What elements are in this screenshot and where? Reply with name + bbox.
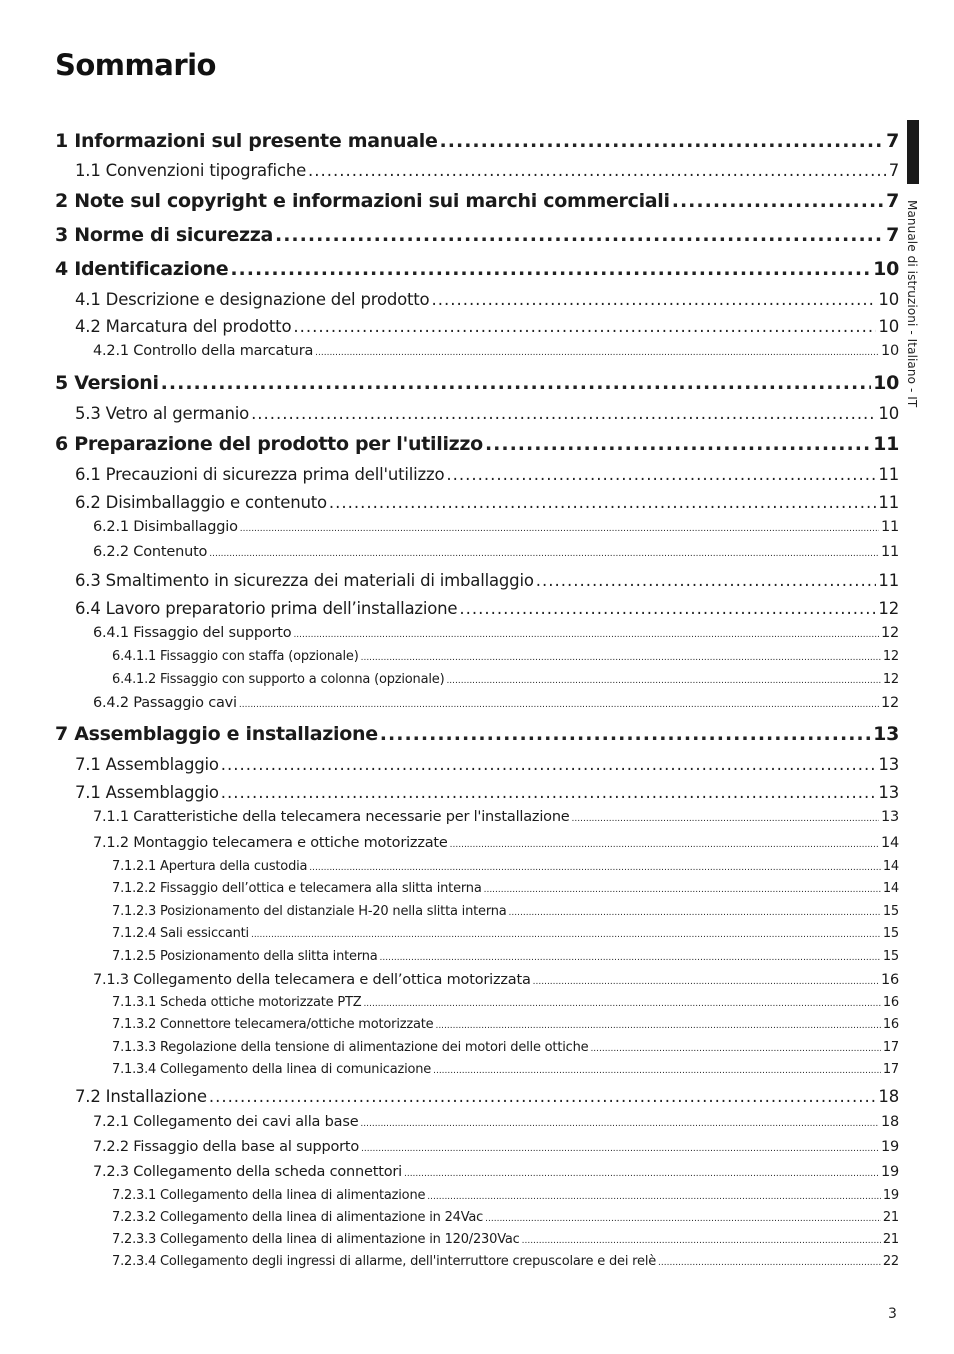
toc-entry-page: 11 [873,433,899,455]
toc-leader-dots [485,433,871,455]
toc-entry-page: 21 [882,1210,899,1225]
toc-entry[interactable] [55,1040,899,1055]
toc-entry-page: 14 [880,835,899,851]
toc-entry-page: 11 [878,465,899,484]
toc-entry[interactable] [55,190,899,212]
toc-entry[interactable] [55,1017,899,1032]
toc-leader-dots [572,814,879,824]
toc-leader-dots [361,653,881,663]
toc-entry[interactable] [55,1254,899,1269]
toc-leader-dots [361,1144,879,1154]
toc-entry-title: 6.4.1.2 Fissaggio con supporto a colonna (opzionale) [112,672,445,687]
toc-entry-title: 7.2 Installazione [75,1087,207,1106]
toc-leader-dots [239,700,879,710]
toc-entry-page: 7 [886,190,899,212]
toc-entry[interactable] [55,949,899,964]
toc-entry[interactable] [55,1062,899,1077]
toc-entry[interactable] [55,465,899,484]
toc-entry-page: 16 [882,1017,899,1032]
toc-entry-page: 10 [873,372,899,394]
toc-leader-dots [450,840,879,850]
toc-entry-title: 4.2.1 Controllo della marcatura [93,343,314,359]
toc-entry-title: 7.1.3 Collegamento della telecamera e dell’ottica motorizzata [93,972,531,988]
toc-entry[interactable] [55,317,899,336]
toc-leader-dots [533,977,879,987]
toc-entry-page: 11 [878,571,899,590]
toc-entry-title: 6.4.1.1 Fissaggio con staffa (opzionale) [112,649,359,664]
toc-entry-page: 10 [878,290,899,309]
toc-entry[interactable] [55,1139,899,1155]
toc-entry-page: 19 [880,1139,899,1155]
toc-leader-dots [380,953,881,963]
toc-entry-page: 11 [880,544,899,560]
toc-entry-page: 15 [882,926,899,941]
toc-entry-title: 7.1.3.1 Scheda ottiche motorizzate PTZ [112,995,362,1010]
toc-entry-page: 16 [882,995,899,1010]
toc-entry[interactable] [55,926,899,941]
toc-entry-title: 6.2.1 Disimballaggio [93,519,238,535]
toc-leader-dots [459,599,876,618]
toc-leader-dots [484,885,881,895]
toc-entry[interactable] [55,493,899,512]
toc-entry-title: 7.1.2.2 Fissaggio dell’ottica e telecamera alla slitta interna [112,881,482,896]
toc-entry-title: 6.4 Lavoro preparatorio prima dell’installazione [75,599,458,618]
toc-entry-title: 7.1.3.4 Collegamento della linea di comunicazione [112,1062,432,1077]
toc-entry-page: 18 [878,1087,899,1106]
toc-entry[interactable] [55,755,899,774]
toc-entry-title: 4 Identificazione [55,258,229,280]
toc-entry[interactable] [55,224,899,246]
toc-leader-dots [435,1021,880,1031]
toc-entry-title: 3 Norme di sicurezza [55,224,273,246]
toc-leader-dots [209,1087,877,1106]
toc-leader-dots [446,465,876,484]
toc-entry[interactable] [55,695,899,711]
toc-entry-title: 6.3 Smaltimento in sicurezza dei materiali di imballaggio [75,571,534,590]
toc-entry-title: 7.1.2 Montaggio telecamera e ottiche motorizzate [93,835,448,851]
toc-entry-title: 7.1.3.2 Connettore telecamera/ottiche motorizzate [112,1017,434,1032]
toc-entry-page: 18 [880,1114,899,1130]
toc-entry-page: 14 [882,881,899,896]
toc-leader-dots [658,1258,881,1268]
toc-leader-dots [293,630,879,640]
section-tab-marker [907,120,919,184]
toc-entry[interactable] [55,130,899,152]
toc-leader-dots [509,908,881,918]
toc-leader-dots [315,348,879,358]
toc-leader-dots [251,404,876,423]
toc-entry[interactable] [55,519,899,535]
page-number: 3 [888,1306,897,1322]
toc-entry-title: 7 Assemblaggio e installazione [55,723,378,745]
toc-entry-title: 7.2.3.3 Collegamento della linea di alimentazione in 120/230Vac [112,1232,520,1247]
toc-entry[interactable] [55,625,899,641]
toc-leader-dots [590,1044,880,1054]
toc-entry-title: 6 Preparazione del prodotto per l'utilizzo [55,433,483,455]
toc-leader-dots [440,130,885,152]
side-label: Manuale di istruzioni - Italiano - IT [905,200,919,408]
toc-entry[interactable] [55,161,899,180]
toc-entry-page: 10 [880,343,899,359]
toc-entry[interactable] [55,723,899,745]
toc-entry[interactable] [55,783,899,802]
toc-entry-title: 7.1.1 Caratteristiche della telecamera necessarie per l'installazione [93,809,570,825]
toc-leader-dots [427,1192,881,1202]
toc-leader-dots [672,190,884,212]
toc-entry[interactable] [55,835,899,851]
toc-entry-page: 12 [882,649,899,664]
toc-leader-dots [221,783,877,802]
toc-entry[interactable] [55,995,899,1010]
toc-entry-title: 6.2.2 Contenuto [93,544,208,560]
toc-leader-dots [363,999,880,1009]
page-title: Sommario [55,48,216,82]
toc-entry-title: 7.1.2.4 Sali essiccanti [112,926,249,941]
toc-entry-title: 6.4.2 Passaggio cavi [93,695,237,711]
toc-entry[interactable] [55,343,899,359]
toc-entry-title: 1 Informazioni sul presente manuale [55,130,438,152]
toc-entry[interactable] [55,904,899,919]
toc-entry-page: 17 [882,1062,899,1077]
toc-entry[interactable] [55,571,899,590]
toc-entry-title: 5.3 Vetro al germanio [75,404,250,423]
toc-entry-title: 7.1.2.1 Apertura della custodia [112,859,308,874]
toc-entry-page: 15 [882,949,899,964]
toc-entry[interactable] [55,1188,899,1203]
toc-entry-title: 6.1 Precauzioni di sicurezza prima dell'utilizzo [75,465,445,484]
toc-entry[interactable] [55,809,899,825]
toc-entry-title: 7.2.3.1 Collegamento della linea di alimentazione [112,1188,426,1203]
toc-entry-title: 4.1 Descrizione e designazione del prodotto [75,290,430,309]
toc-entry-page: 7 [886,224,899,246]
toc-entry[interactable] [55,881,899,896]
toc-entry-page: 12 [880,625,899,641]
toc-entry-page: 12 [880,695,899,711]
toc-leader-dots [380,723,871,745]
toc-leader-dots [240,524,879,534]
toc-entry-title: 1.1 Convenzioni tipografiche [75,161,307,180]
toc-entry-page: 22 [882,1254,899,1269]
toc-leader-dots [293,317,876,336]
toc-leader-dots [161,372,871,394]
toc-entry-title: 7.2.1 Collegamento dei cavi alla base [93,1114,359,1130]
toc-entry-page: 13 [873,723,899,745]
toc-entry[interactable] [55,372,899,394]
toc-leader-dots [308,161,887,180]
toc-entry-page: 21 [882,1232,899,1247]
toc-entry-page: 13 [878,783,899,802]
toc-entry[interactable] [55,859,899,874]
toc-entry-title: 7.2.3.4 Collegamento degli ingressi di allarme, dell'interruttore crepuscolare e dei relè [112,1254,657,1269]
toc-entry-page: 15 [882,904,899,919]
toc-entry-title: 7.1 Assemblaggio [75,783,219,802]
toc-entry-title: 6.2 Disimballaggio e contenuto [75,493,327,512]
toc-entry-page: 14 [882,859,899,874]
toc-entry-title: 2 Note sul copyright e informazioni sui marchi commerciali [55,190,670,212]
toc-entry[interactable] [55,258,899,280]
toc-entry-title: 7.2.3.2 Collegamento della linea di alimentazione in 24Vac [112,1210,484,1225]
toc-entry[interactable] [55,1114,899,1130]
toc-entry-title: 7.2.2 Fissaggio della base al supporto [93,1139,360,1155]
toc-leader-dots [522,1236,881,1246]
toc-entry-title: 6.4.1 Fissaggio del supporto [93,625,292,641]
toc-entry[interactable] [55,544,899,560]
toc-leader-dots [360,1119,879,1129]
toc-leader-dots [433,1066,881,1076]
toc-leader-dots [404,1169,879,1179]
toc-entry-title: 7.1.2.5 Posizionamento della slitta interna [112,949,378,964]
toc-entry-title: 7.1 Assemblaggio [75,755,219,774]
toc-leader-dots [431,290,876,309]
toc-entry[interactable] [55,599,899,618]
toc-entry-page: 10 [878,404,899,423]
toc-entry-page: 10 [873,258,899,280]
toc-leader-dots [251,930,881,940]
toc-entry-page: 19 [880,1164,899,1180]
toc-entry[interactable] [55,404,899,423]
toc-entry[interactable] [55,433,899,455]
toc-entry-page: 12 [878,599,899,618]
toc-leader-dots [230,258,871,280]
toc-entry-title: 7.1.3.3 Regolazione della tensione di alimentazione dei motori delle ottiche [112,1040,589,1055]
toc-leader-dots [329,493,877,512]
toc-entry[interactable] [55,1087,899,1106]
toc-leader-dots [221,755,877,774]
toc-leader-dots [485,1214,881,1224]
toc-entry-page: 11 [878,493,899,512]
toc-entry-page: 11 [880,519,899,535]
toc-entry-page: 10 [878,317,899,336]
toc-entry[interactable] [55,1232,899,1247]
toc-entry-page: 16 [880,972,899,988]
toc-entry[interactable] [55,1210,899,1225]
toc-entry[interactable] [55,649,899,664]
toc-entry-page: 7 [886,130,899,152]
toc-entry-page: 17 [882,1040,899,1055]
toc-leader-dots [309,863,881,873]
toc-entry-title: 4.2 Marcatura del prodotto [75,317,292,336]
toc-entry[interactable] [55,1164,899,1180]
toc-leader-dots [446,676,880,686]
toc-entry-title: 7.1.2.3 Posizionamento del distanziale H-20 nella slitta interna [112,904,507,919]
toc-entry-page: 12 [882,672,899,687]
toc-entry-title: 7.2.3 Collegamento della scheda connettori [93,1164,402,1180]
toc-entry-title: 5 Versioni [55,372,159,394]
toc-entry-page: 13 [878,755,899,774]
toc-entry-page: 7 [888,161,899,180]
toc-entry[interactable] [55,290,899,309]
toc-entry-page: 19 [882,1188,899,1203]
toc-leader-dots [275,224,884,246]
toc-entry[interactable] [55,972,899,988]
toc-entry-page: 13 [880,809,899,825]
toc-leader-dots [536,571,877,590]
toc-leader-dots [209,549,879,559]
toc-entry[interactable] [55,672,899,687]
